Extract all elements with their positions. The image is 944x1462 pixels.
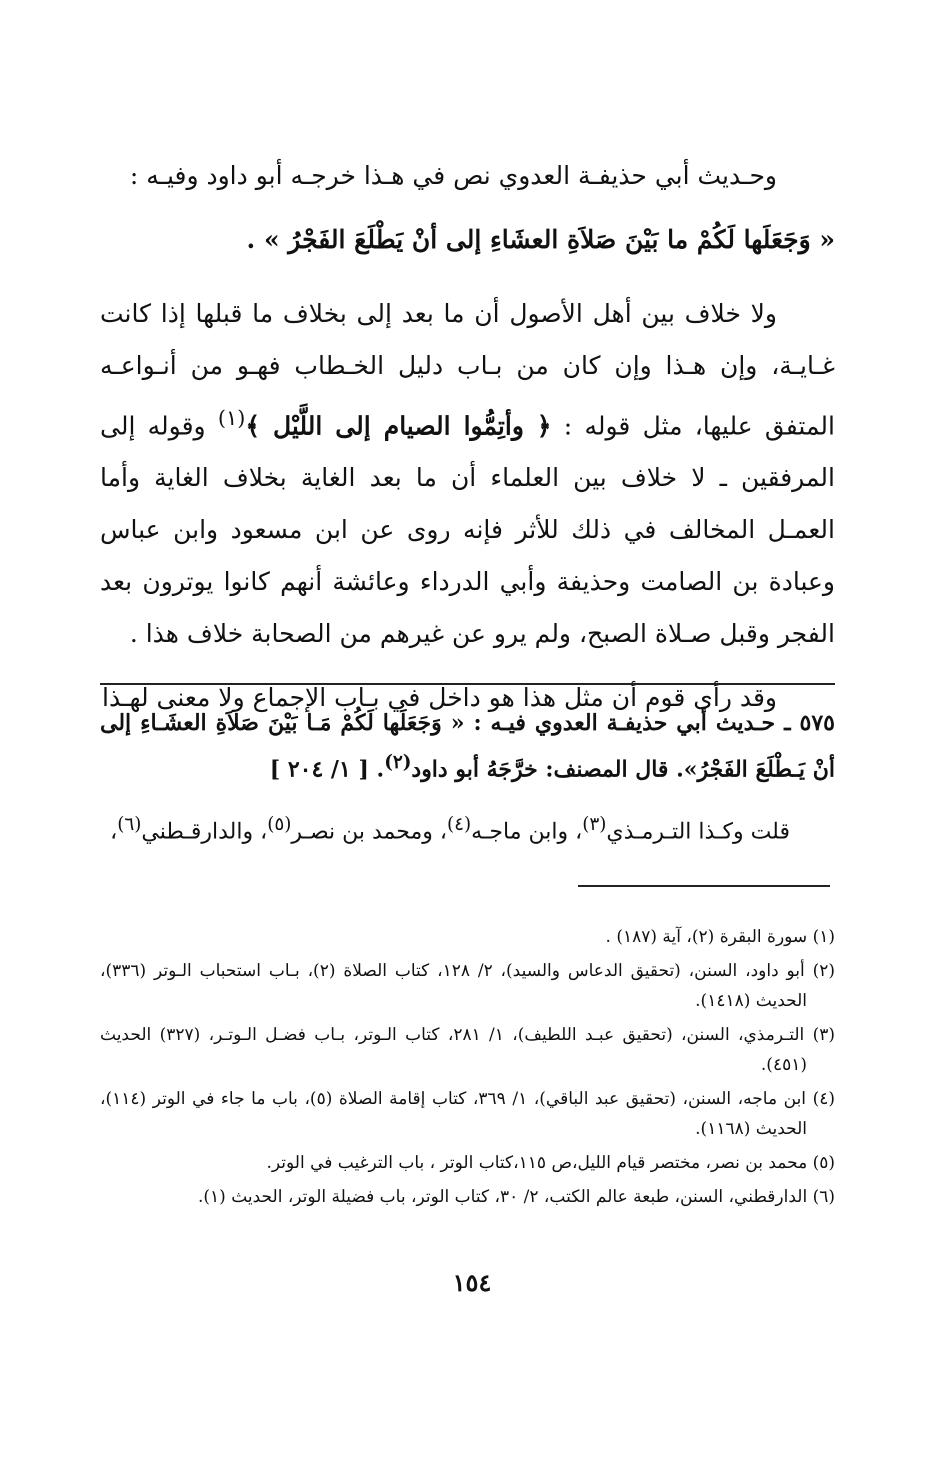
paragraph-1-intro: وحـديث أبي حذيفـة العدوي نص في هـذا خرجـه أبو داود وفيـه : [129,161,777,190]
commentary-text-4: ، والدارقـطني [141,819,268,845]
hadith-entry [100,703,835,789]
footnote-2: (٢) أبو داود، السنن، (تحقيق الدعاس والسيد)، ٢/ ١٢٨، كتاب الصلاة (٢)، بـاب استحباب الـوتر (٣٣٦)، الحديث (١٤١٨). [100,961,835,1011]
footnote-5: (٥) محمد بن نصر، مختصر قيام الليل،ص ١١٥،كتاب الوتر ، باب الترغيب في الوتر. [266,1153,835,1173]
paragraph-1 [100,150,835,202]
commentary-text-2: ، وابن ماجـه [471,819,583,845]
page-number: ١٥٤ [452,1268,492,1297]
paragraph-3-text: وقد رأى قوم أن مثل هذا هو داخل في بـاب الإجماع ولا معنى لهـذا [102,683,777,713]
commentary-text-3: ، ومحمد بن نصـر [291,819,447,845]
footnote-3: (٣) التـرمذي، السنن، (تحقيق عبـد اللطيف)، ١/ ٢٨١، كتاب الـوتر، بـاب فضـل الـوتـر، (٣٢٧) الحديث (٤٥١). [100,1025,835,1075]
footnote-divider [578,885,830,887]
main-divider [100,683,835,685]
commentary-section [100,703,835,869]
footnotes-section [100,922,835,1216]
footnote-ref-5: (٥) [267,814,292,836]
footnote-ref-3: (٣) [582,814,607,836]
paragraph-2 [100,288,835,660]
commentary-text-5: ، [110,819,118,845]
paragraph-2-part-2: وقوله إلى المرفقين ـ لا خلاف بين العلماء أن ما بعد الغاية بخلاف الغاية وأما العمـل المخالف في ذلك للأثر فإنه روى عن ابن مسعود وابن عباس وعبادة بن الصامت وحذيفة وأبي الدرداء وعائشة أنهم كانوا يوترون بعد الفجر وقبل صـلاة الصبح، ولم يرو عن غيرهم من الصحابة خلاف هذا . [100,411,835,649]
footnote-4: (٤) ابن ماجه، السنن، (تحقيق عبد الباقي)، ١/ ٣٦٩، كتاب إقامة الصلاة (٥)، باب ما جاء في الوتر (١١٤)، الحديث (١١٦٨). [100,1089,835,1139]
paragraph-2-part-1: ولا خلاف بين أهل الأصول أن ما بعد إلى بخلاف ما قبلها إذا كانت غـايـة، وإن هـذا وإن كان من بـاب دليل الخـطاب فهـو من أنـواعـه المتفق عليها، مثل قوله : [100,299,835,441]
footnote-ref-1: (١) [217,406,246,430]
footnote-ref-6: (٦) [117,814,142,836]
main-text-body [100,150,835,736]
quran-verse: ﴿ وأتِمُّوا الصيام إلى اللَّيْل ﴾ [245,411,552,441]
hadith-entry-text: ٥٧٥ ـ حـديث أبي حذيفـة العدوي فيـه : « وَجَعَلَها لَكُمْ مَـا بَيْنَ صَلاَةِ العشَـاءِ إلى أنْ يَـطْلَعَ الفَجْرُ». قال المصنف: خرَّجَهُ أبو داود [100,710,835,783]
hadith-entry-reference: . [ ١/ ٢٠٤ ] [269,756,385,783]
hadith-quote [100,214,835,266]
footnote-6: (٦) الدارقطني، السنن، طبعة عالم الكتب، ٢/ ٣٠، كتاب الوتر، باب فضيلة الوتر، الحديث (١). [197,1187,835,1207]
footnote-ref-2: (٢) [384,752,412,773]
hadith-quote-text: « وَجَعَلَها لَكُمْ ما بَيْنَ صَلاَةِ العشَاءِ إلى أنْ يَطْلَعَ الفَجْرُ » . [246,225,835,254]
footnote-1: (١) سورة البقرة (٢)، آية (١٨٧) . [605,927,835,947]
commentary-text-1: قلت وكـذا التـرمـذي [606,819,790,845]
commentary-paragraph [100,805,835,852]
footnote-ref-4: (٤) [446,814,472,836]
